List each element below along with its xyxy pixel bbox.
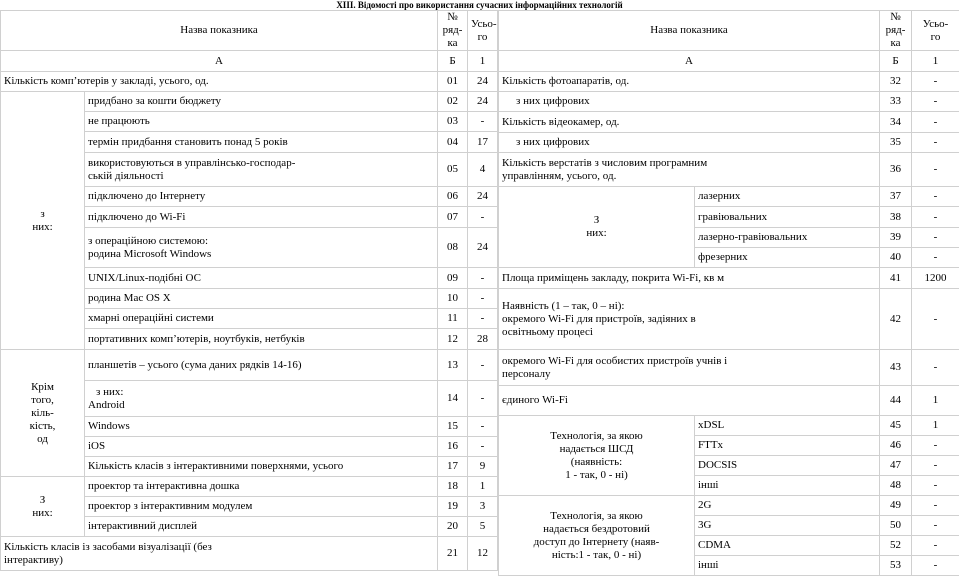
row-label: родина Mac OS X xyxy=(85,289,438,309)
row-number: 19 xyxy=(438,497,468,517)
row-label: проектор з інтерактивним модулем xyxy=(85,497,438,517)
row-value: - xyxy=(912,350,959,386)
row-number: 07 xyxy=(438,207,468,228)
row-value: 1 xyxy=(912,416,959,436)
row-value: - xyxy=(912,496,959,516)
table-row xyxy=(499,92,959,112)
row-label: DOCSIS xyxy=(695,456,880,476)
row-label: з операційною системою: родина Microsoft Windows xyxy=(85,228,438,268)
row-number: 11 xyxy=(438,309,468,329)
row-value: - xyxy=(912,72,959,92)
row-number: 03 xyxy=(438,112,468,132)
header-row-number: № ряд- ка xyxy=(438,11,468,51)
row-number: 16 xyxy=(438,437,468,457)
row-number: 45 xyxy=(880,416,912,436)
row-value: 12 xyxy=(468,537,498,571)
row-value: 24 xyxy=(468,72,498,92)
row-value: - xyxy=(468,309,498,329)
row-number: 12 xyxy=(438,329,468,350)
table-row xyxy=(1,92,498,112)
row-number: 39 xyxy=(880,228,912,248)
row-number: 36 xyxy=(880,153,912,187)
row-value: - xyxy=(468,207,498,228)
row-number: 20 xyxy=(438,517,468,537)
row-value: - xyxy=(912,456,959,476)
table-row xyxy=(499,350,959,386)
row-value: - xyxy=(912,289,959,350)
row-value: 4 xyxy=(468,153,498,187)
row-number: 02 xyxy=(438,92,468,112)
letter-1: 1 xyxy=(468,51,498,72)
row-label: iOS xyxy=(85,437,438,457)
row-value: - xyxy=(912,207,959,228)
row-number: 37 xyxy=(880,187,912,207)
row-number: 01 xyxy=(438,72,468,92)
row-number: 49 xyxy=(880,496,912,516)
row-value: 9 xyxy=(468,457,498,477)
row-label: окремого Wi-Fi для особистих пристроїв учнів і персоналу xyxy=(499,350,880,386)
row-value: 17 xyxy=(468,132,498,153)
row-value: - xyxy=(912,516,959,536)
row-label: хмарні операційні системи xyxy=(85,309,438,329)
group-label-z-nykh-2: З них: xyxy=(1,477,85,537)
row-number: 05 xyxy=(438,153,468,187)
header-name: Назва показника xyxy=(1,11,438,51)
row-value: - xyxy=(912,536,959,556)
row-number: 40 xyxy=(880,248,912,268)
row-value: - xyxy=(468,289,498,309)
row-label: Кількість верстатів з числовим програмним управлінням, усього, од. xyxy=(499,153,880,187)
row-number: 38 xyxy=(880,207,912,228)
table-row xyxy=(499,496,959,516)
letter-1: 1 xyxy=(912,51,959,72)
row-label: Наявність (1 – так, 0 – ні): окремого Wi-Fi для пристроїв, задіяних в освітньому процесі xyxy=(499,289,880,350)
row-label: придбано за кошти бюджету xyxy=(85,92,438,112)
row-number: 17 xyxy=(438,457,468,477)
letter-a: А xyxy=(1,51,438,72)
row-label: єдиного Wi-Fi xyxy=(499,386,880,416)
row-number: 52 xyxy=(880,536,912,556)
row-value: 24 xyxy=(468,92,498,112)
row-value: 1 xyxy=(912,386,959,416)
row-label: термін придбання становить понад 5 років xyxy=(85,132,438,153)
row-value: - xyxy=(468,112,498,132)
row-label: гравіювальних xyxy=(695,207,880,228)
row-value: - xyxy=(912,556,959,576)
table-row xyxy=(1,537,498,571)
row-number: 18 xyxy=(438,477,468,497)
row-number: 06 xyxy=(438,187,468,207)
header-total: Усьо- го xyxy=(912,11,959,51)
row-value: - xyxy=(912,248,959,268)
group-label-z-nykh: З них: xyxy=(499,187,695,268)
row-label: Кількість класів із засобами візуалізації (без інтерактиву) xyxy=(1,537,438,571)
row-value: 1 xyxy=(468,477,498,497)
letter-b: Б xyxy=(880,51,912,72)
row-value: - xyxy=(912,476,959,496)
group-label-wireless-technology: Технологія, за якою надається бездротовий доступ до Інтернету (наяв- ність:1 - так, 0 - ні) xyxy=(499,496,695,576)
row-label: Площа приміщень закладу, покрита Wi-Fi, кв м xyxy=(499,268,880,289)
header-total: Усьо- го xyxy=(468,11,498,51)
row-number: 04 xyxy=(438,132,468,153)
table-row xyxy=(499,112,959,133)
row-number: 32 xyxy=(880,72,912,92)
table-row xyxy=(1,477,498,497)
row-value: - xyxy=(912,92,959,112)
row-value: 24 xyxy=(468,228,498,268)
table-row xyxy=(1,350,498,381)
table-row xyxy=(499,416,959,436)
table-row xyxy=(499,187,959,207)
row-label: UNIX/Linux-подібні ОС xyxy=(85,268,438,289)
row-number: 09 xyxy=(438,268,468,289)
row-number: 13 xyxy=(438,350,468,381)
row-number: 46 xyxy=(880,436,912,456)
row-label: інші xyxy=(695,476,880,496)
row-label: 2G xyxy=(695,496,880,516)
header-name: Назва показника xyxy=(499,11,880,51)
row-value: - xyxy=(912,112,959,133)
row-value: 1200 xyxy=(912,268,959,289)
row-number: 47 xyxy=(880,456,912,476)
page-title: XIII. Відомості про використання сучасних інформаційних технологій xyxy=(0,0,959,10)
row-value: 24 xyxy=(468,187,498,207)
row-label: підключено до Wi-Fi xyxy=(85,207,438,228)
row-value: - xyxy=(468,437,498,457)
row-number: 53 xyxy=(880,556,912,576)
row-value: - xyxy=(468,381,498,417)
row-label: Кількість класів з інтерактивними поверхнями, усього xyxy=(85,457,438,477)
row-number: 42 xyxy=(880,289,912,350)
group-label-krim-toho: Крім того, кіль- кість, од xyxy=(1,350,85,477)
row-label: xDSL xyxy=(695,416,880,436)
table-row xyxy=(499,72,959,92)
row-label: портативних комп’ютерів, ноутбуків, нетбуків xyxy=(85,329,438,350)
table-row xyxy=(499,153,959,187)
row-label: лазерно-гравіювальних xyxy=(695,228,880,248)
table-row xyxy=(499,268,959,289)
row-value: - xyxy=(468,268,498,289)
row-label: 3G xyxy=(695,516,880,536)
row-label: інтерактивний дисплей xyxy=(85,517,438,537)
row-number: 43 xyxy=(880,350,912,386)
row-label: з них: Android xyxy=(85,381,438,417)
row-label: Кількість фотоапаратів, од. xyxy=(499,72,880,92)
right-table xyxy=(498,10,959,576)
row-label: планшетів – усього (сума даних рядків 14-16) xyxy=(85,350,438,381)
row-label: з них цифрових xyxy=(499,92,880,112)
row-label: з них цифрових xyxy=(499,133,880,153)
row-value: - xyxy=(468,417,498,437)
row-number: 35 xyxy=(880,133,912,153)
row-label: інші xyxy=(695,556,880,576)
row-value: - xyxy=(912,133,959,153)
table-row xyxy=(499,289,959,350)
header-row-number: № ряд- ка xyxy=(880,11,912,51)
row-value: - xyxy=(912,228,959,248)
group-label-shsd-technology: Технологія, за якою надається ШСД (наявність: 1 - так, 0 - ні) xyxy=(499,416,695,496)
row-number: 14 xyxy=(438,381,468,417)
table-row xyxy=(1,72,498,92)
row-value: - xyxy=(912,436,959,456)
row-value: - xyxy=(912,187,959,207)
table-row xyxy=(499,133,959,153)
row-value: - xyxy=(468,350,498,381)
row-label: FTTx xyxy=(695,436,880,456)
row-value: 28 xyxy=(468,329,498,350)
row-label: фрезерних xyxy=(695,248,880,268)
row-number: 08 xyxy=(438,228,468,268)
group-label-z-nykh: з них: xyxy=(1,92,85,350)
row-label: Кількість комп’ютерів у закладі, усього, од. xyxy=(1,72,438,92)
row-number: 34 xyxy=(880,112,912,133)
row-label: Windows xyxy=(85,417,438,437)
row-value: - xyxy=(912,153,959,187)
row-label: використовуються в управлінсько-господар- ській діяльності xyxy=(85,153,438,187)
row-number: 41 xyxy=(880,268,912,289)
row-number: 48 xyxy=(880,476,912,496)
row-label: проектор та інтерактивна дошка xyxy=(85,477,438,497)
row-value: 5 xyxy=(468,517,498,537)
row-number: 21 xyxy=(438,537,468,571)
row-number: 50 xyxy=(880,516,912,536)
row-label: CDMA xyxy=(695,536,880,556)
letter-b: Б xyxy=(438,51,468,72)
row-number: 10 xyxy=(438,289,468,309)
row-label: Кількість відеокамер, од. xyxy=(499,112,880,133)
row-value: 3 xyxy=(468,497,498,517)
table-row xyxy=(499,386,959,416)
row-label: лазерних xyxy=(695,187,880,207)
row-number: 33 xyxy=(880,92,912,112)
row-number: 44 xyxy=(880,386,912,416)
left-table xyxy=(0,10,498,571)
row-number: 15 xyxy=(438,417,468,437)
row-label: підключено до Інтернету xyxy=(85,187,438,207)
letter-a: А xyxy=(499,51,880,72)
row-label: не працюють xyxy=(85,112,438,132)
